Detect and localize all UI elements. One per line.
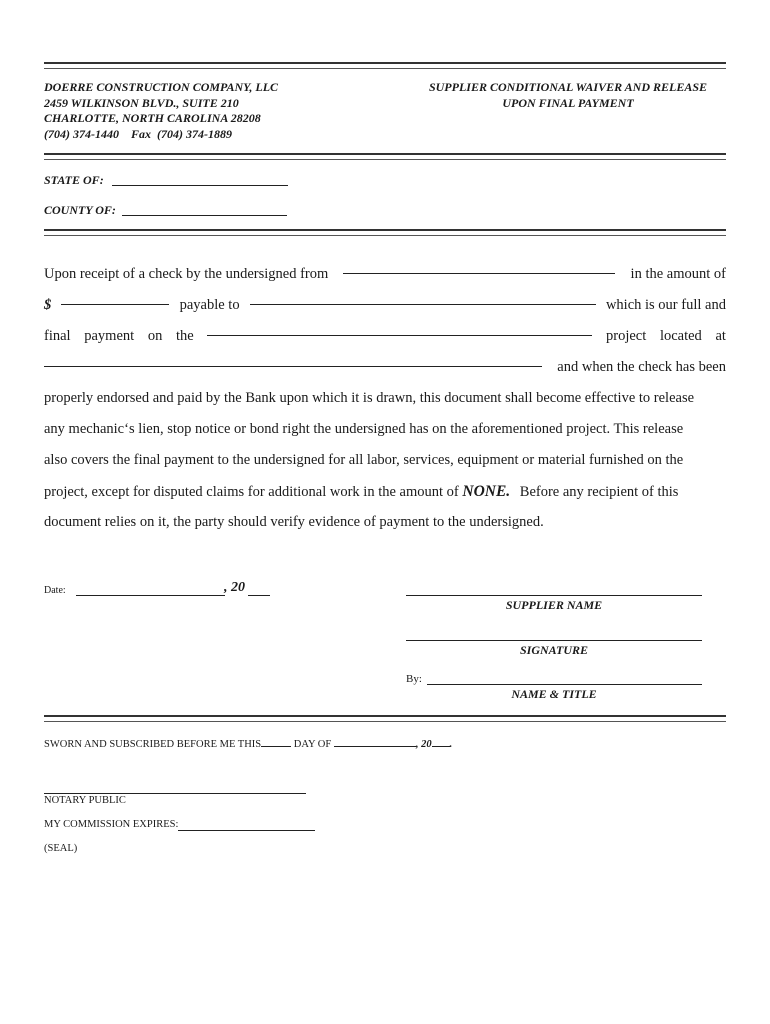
commission-label: MY COMMISSION EXPIRES: bbox=[44, 819, 179, 830]
body-line-8 bbox=[44, 476, 726, 507]
body-text: project, except for disputed claims for additional work in the amount of bbox=[44, 484, 459, 500]
notary-rule bbox=[44, 715, 726, 722]
body-text: at bbox=[715, 328, 726, 344]
by-label: By: bbox=[406, 673, 422, 685]
body-line-3 bbox=[44, 321, 726, 352]
date-year-prefix: , 20 bbox=[224, 580, 245, 595]
commission-expires-input[interactable] bbox=[178, 830, 315, 831]
state-label: STATE OF: bbox=[44, 173, 104, 187]
sworn-year-input[interactable] bbox=[432, 736, 450, 747]
company-address-line2: CHARLOTTE, NORTH CAROLINA 28208 bbox=[44, 111, 261, 125]
company-name: DOERRE CONSTRUCTION COMPANY, LLC bbox=[44, 80, 279, 94]
body-line-6: any mechanic‘s lien, stop notice or bond right the undersigned has on the aforementioned project. This release bbox=[44, 421, 684, 437]
body-text: and when the check has been bbox=[557, 359, 726, 375]
name-title-input[interactable] bbox=[427, 684, 702, 685]
document-title bbox=[400, 80, 736, 111]
sworn-year-prefix: , 20 bbox=[415, 739, 432, 750]
date-input[interactable] bbox=[76, 595, 225, 596]
notary-signature-input[interactable] bbox=[44, 793, 306, 794]
signature-input[interactable] bbox=[406, 640, 702, 641]
body-text: located bbox=[659, 328, 702, 344]
body-text: on bbox=[147, 328, 163, 344]
supplier-name-input[interactable] bbox=[406, 595, 702, 596]
project-name-input[interactable] bbox=[207, 321, 592, 336]
body-text: Upon receipt of a check by the undersigned from bbox=[44, 266, 329, 282]
top-rule bbox=[44, 62, 726, 69]
sworn-day-input[interactable] bbox=[261, 736, 291, 747]
sworn-text: SWORN AND SUBSCRIBED BEFORE ME THIS bbox=[44, 739, 262, 750]
body-line-7: also covers the final payment to the undersigned for all labor, services, equipment or material furnished on the bbox=[44, 452, 684, 468]
body-text: in the amount of bbox=[630, 266, 726, 282]
company-address-line1: 2459 WILKINSON BLVD., SUITE 210 bbox=[44, 95, 239, 110]
body-text: payable to bbox=[179, 297, 240, 313]
state-field bbox=[44, 173, 104, 189]
body-line-1 bbox=[44, 259, 726, 290]
body-text: payment bbox=[84, 328, 135, 344]
notary-public-label: NOTARY PUBLIC bbox=[44, 795, 126, 806]
document-title-line2: UPON FINAL PAYMENT bbox=[502, 95, 634, 110]
body-line-4 bbox=[44, 352, 726, 383]
supplier-name-label: SUPPLIER NAME bbox=[505, 598, 603, 612]
payee-input[interactable] bbox=[250, 290, 596, 305]
sworn-text: DAY OF bbox=[293, 739, 332, 750]
sworn-period: . bbox=[449, 739, 453, 750]
county-input[interactable] bbox=[122, 215, 287, 216]
amount-input[interactable] bbox=[61, 290, 169, 305]
jurisdiction-rule bbox=[44, 229, 726, 236]
payer-name-input[interactable] bbox=[343, 259, 615, 274]
document-title-line1: SUPPLIER CONDITIONAL WAIVER AND RELEASE bbox=[428, 80, 708, 94]
company-header bbox=[44, 80, 278, 142]
body-text: project bbox=[606, 328, 647, 344]
body-line-9: document relies on it, the party should verify evidence of payment to the undersigned. bbox=[44, 514, 544, 530]
county-label: COUNTY OF: bbox=[44, 203, 116, 217]
seal-label: (SEAL) bbox=[44, 843, 78, 854]
body-line-5: properly endorsed and paid by the Bank upon which it is drawn, this document shall become effective to release bbox=[44, 390, 695, 406]
body-text: which is our full and bbox=[605, 297, 726, 313]
header-rule bbox=[44, 153, 726, 160]
county-field bbox=[44, 203, 116, 219]
state-input[interactable] bbox=[112, 185, 288, 186]
date-label: Date: bbox=[44, 585, 66, 596]
project-location-input[interactable] bbox=[44, 352, 542, 367]
body-line-2 bbox=[44, 290, 726, 321]
body-text: final bbox=[44, 328, 71, 344]
body-text: the bbox=[175, 328, 194, 344]
company-phone-fax: (704) 374-1440 Fax (704) 374-1889 bbox=[44, 126, 232, 141]
signature-label: SIGNATURE bbox=[519, 643, 589, 657]
name-title-label: NAME & TITLE bbox=[511, 687, 597, 701]
disputed-amount-value: NONE. bbox=[462, 483, 511, 500]
sworn-month-input[interactable] bbox=[334, 736, 416, 747]
date-year-input[interactable] bbox=[248, 595, 270, 596]
sworn-statement bbox=[44, 736, 452, 750]
body-text: Before any recipient of this bbox=[519, 484, 679, 500]
dollar-sign: $ bbox=[44, 297, 52, 313]
